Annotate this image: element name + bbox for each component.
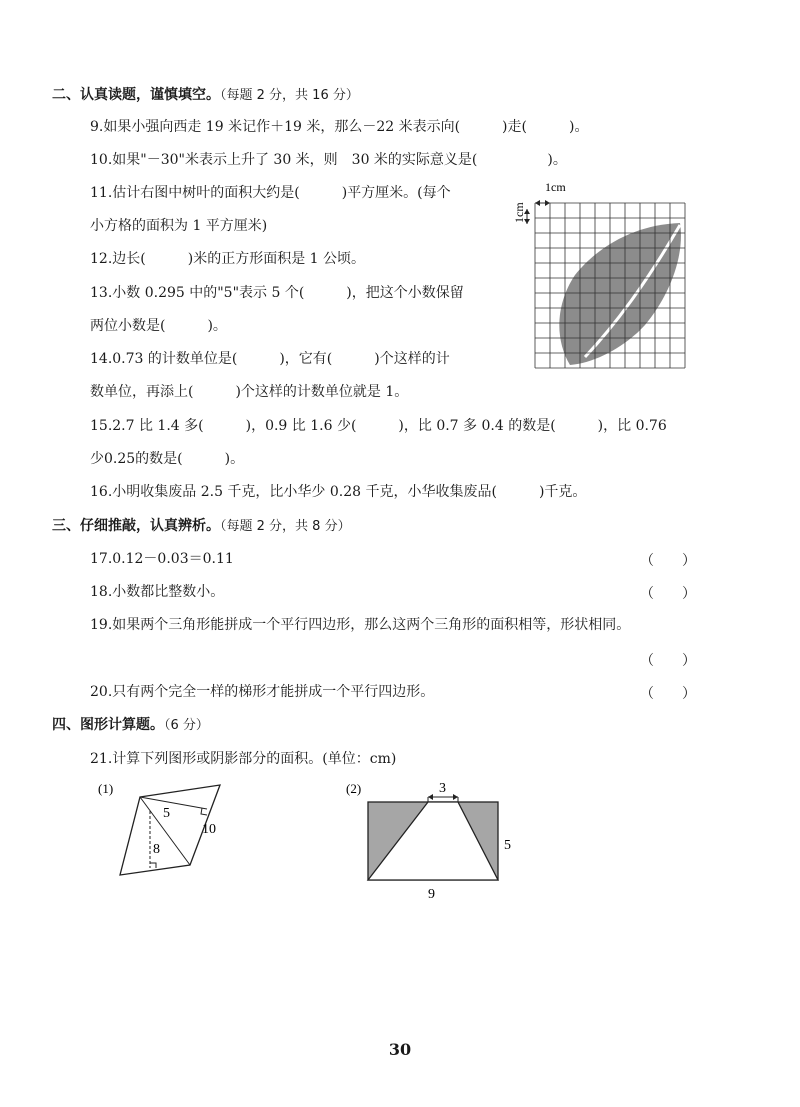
question-9: 9.如果小强向西走 19 米记作＋19 米，那么－22 米表示向( )走( )。 [90, 119, 589, 135]
section-3-title: 三、仔细推敲，认真辨析。 [52, 518, 220, 534]
question-20: 20.只有两个完全一样的梯形才能拼成一个平行四边形。 [90, 684, 435, 700]
dimension-10: 10 [202, 822, 216, 837]
arrow-right [453, 794, 458, 800]
question-11-line-1: 11.估计右图中树叶的面积大约是( )平方厘米。(每个 [90, 185, 451, 201]
grid-label-top: 1cm [545, 180, 566, 194]
section-2-heading [52, 86, 359, 105]
answer-paren-20: （ ） [640, 686, 696, 702]
figure-2-shaded-rectangle [340, 775, 540, 905]
question-13-line-1: 13.小数 0.295 中的"5"表示 5 个( )，把这个小数保留 [90, 285, 464, 301]
answer-paren-19: （ ） [640, 653, 696, 669]
question-13-line-2: 两位小数是( )。 [90, 318, 227, 334]
dimension-3: 3 [439, 781, 446, 796]
question-11-line-2: 小方格的面积为 1 平方厘米) [90, 218, 268, 234]
section-4-heading [52, 716, 209, 735]
answer-paren-17: （ ） [640, 553, 696, 569]
figure-1-label: (1) [98, 781, 114, 796]
figure-1-parallelogram [90, 775, 250, 885]
section-2-note: （每题 2 分，共 16 分） [220, 88, 359, 103]
grid-label-side: 1cm [512, 202, 526, 223]
question-15-line-2: 少0.25的数是( )。 [90, 451, 245, 467]
dimension-8: 8 [153, 842, 160, 857]
question-10: 10.如果"－30"米表示上升了 30 米，则 30 米的实际意义是( )。 [90, 152, 567, 168]
leaf-shape [559, 223, 681, 365]
leaf-grid-figure [495, 175, 705, 375]
section-4-note: （6 分） [164, 718, 209, 733]
answer-paren-18: （ ） [640, 586, 696, 602]
section-3-note: （每题 2 分，共 8 分） [220, 519, 351, 534]
dimension-9: 9 [428, 887, 435, 902]
section-2-title: 二、认真读题，谨慎填空。 [52, 87, 220, 103]
height-to-side [140, 797, 207, 809]
question-14-line-2: 数单位，再添上( )个这样的计数单位就是 1。 [90, 384, 409, 400]
page-number: 30 [388, 1040, 412, 1059]
figure-2-label: (2) [346, 781, 362, 796]
question-12: 12.边长( )米的正方形面积是 1 公顷。 [90, 251, 365, 267]
question-14-line-1: 14.0.73 的计数单位是( )，它有( )个这样的计 [90, 351, 450, 367]
dimension-5: 5 [504, 838, 511, 853]
dimension-5: 5 [163, 806, 170, 821]
question-15-line-1: 15.2.7 比 1.4 多( )，0.9 比 1.6 少( )，比 0.7 多 0.4 的数是( )，比 0.76 [90, 418, 667, 434]
question-16: 16.小明收集废品 2.5 千克，比小华少 0.28 千克，小华收集废品( )千克。 [90, 484, 587, 500]
question-21: 21.计算下列图形或阴影部分的面积。(单位：cm) [90, 751, 397, 767]
right-angle-mark-2 [150, 863, 156, 868]
question-17: 17.0.12－0.03＝0.11 [90, 551, 234, 567]
question-18: 18.小数都比整数小。 [90, 584, 225, 600]
section-4-title: 四、图形计算题。 [52, 717, 164, 733]
arrow-left [428, 794, 433, 800]
question-19: 19.如果两个三角形能拼成一个平行四边形，那么这两个三角形的面积相等，形状相同。 [90, 617, 631, 633]
section-3-heading [52, 517, 351, 536]
